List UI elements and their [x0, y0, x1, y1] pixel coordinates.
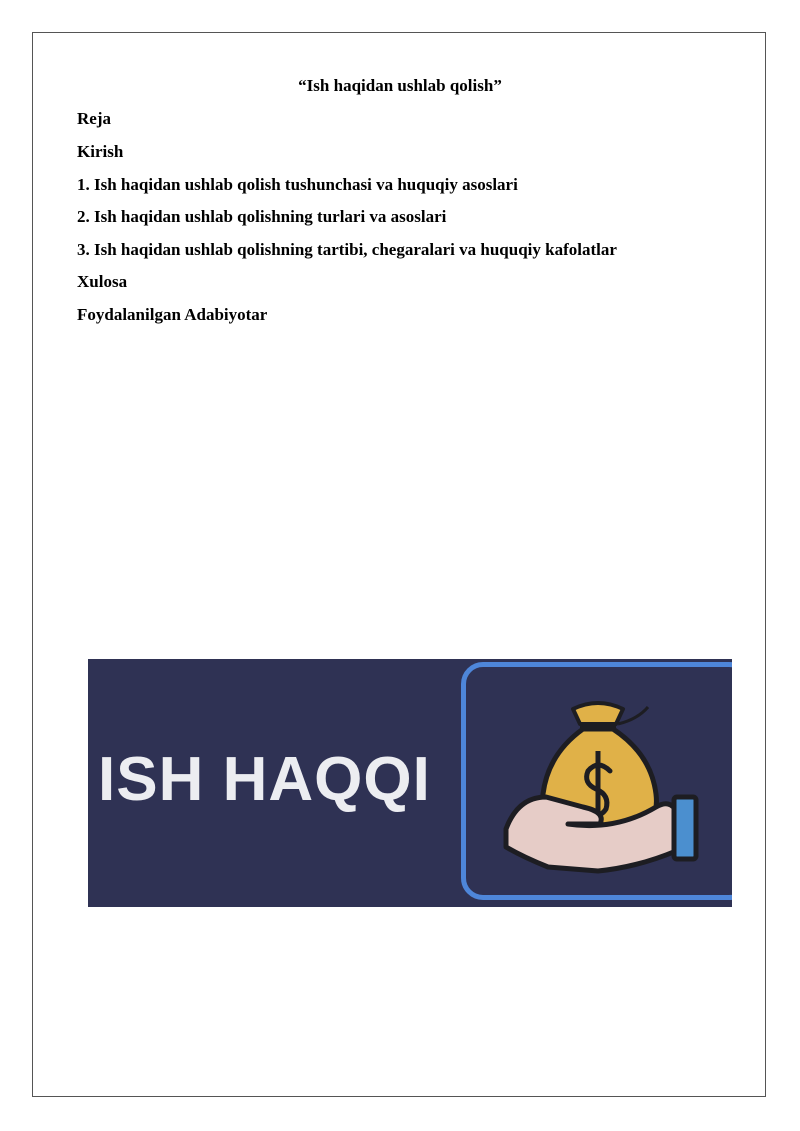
document-title: “Ish haqidan ushlab qolish” [298, 76, 502, 95]
toc-item: 2. Ish haqidan ushlab qolishning turlari va asoslari [77, 207, 447, 226]
toc-item: 3. Ish haqidan ushlab qolishning tartibi, chegaralari va huquqiy kafolatlar [77, 240, 617, 259]
toc-item: Foydalanilgan Adabiyotar [77, 305, 268, 324]
banner-image [88, 659, 732, 907]
banner-text: ISH HAQQI [98, 745, 431, 814]
money-bag-hand-icon [488, 679, 728, 889]
toc-item: Xulosa [77, 272, 128, 291]
plan-heading: Reja [77, 109, 111, 128]
toc-item: Kirish [77, 142, 124, 161]
toc-item: 1. Ish haqidan ushlab qolish tushunchasi va huquqiy asoslari [77, 175, 518, 194]
